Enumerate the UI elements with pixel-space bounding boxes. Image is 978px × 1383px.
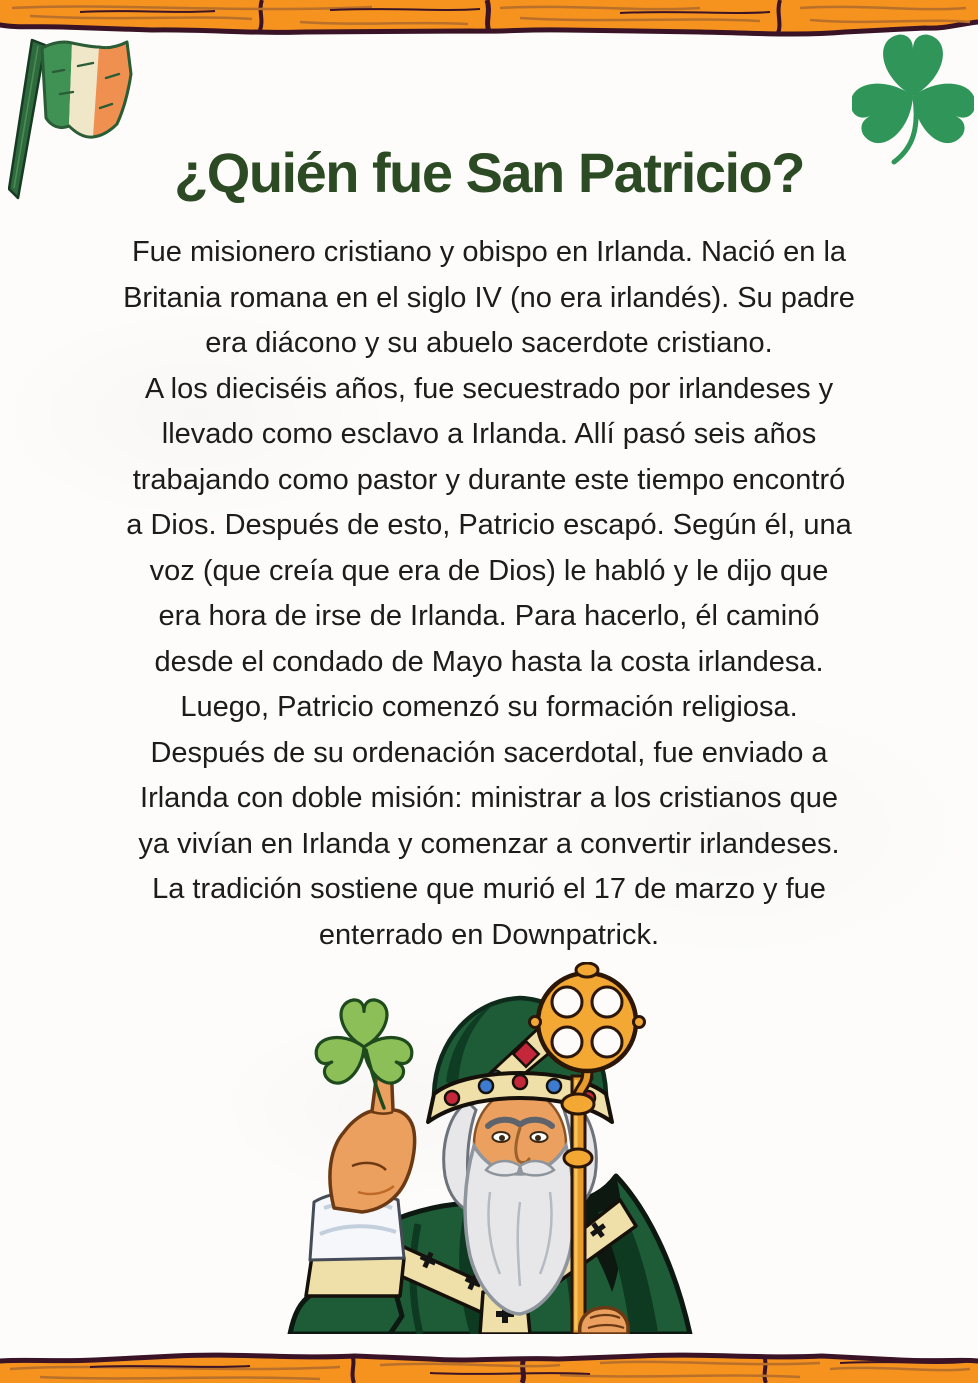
text-line: era diácono y su abuelo sacerdote cristiano. <box>205 327 773 359</box>
gripping-hand <box>580 1308 628 1334</box>
raised-arm <box>290 1000 416 1334</box>
text-line: enterrado en Downpatrick. <box>318 918 660 951</box>
text-line: ya vivían en Irlanda y comenzar a convertir irlandeses. <box>138 827 840 860</box>
text-line: a Dios. Después de esto, Patricio escapó. Según él, una <box>126 509 852 541</box>
wood-border-top <box>0 0 978 40</box>
page-title: ¿Quién fue San Patricio? <box>174 141 804 204</box>
text-line: Irlanda con doble misión: ministrar a los cristianos que <box>140 782 838 814</box>
text-line: era hora de irse de Irlanda. Para hacerlo, él caminó <box>158 600 820 632</box>
shamrock-in-hand <box>312 1000 417 1088</box>
article-text <box>49 230 929 958</box>
text-line: Después de su ordenación sacerdotal, fue enviado a <box>150 736 828 769</box>
text-line: Luego, Patricio comenzó su formación religiosa. <box>180 691 798 723</box>
text-line: Britania romana en el siglo IV (no era irlandés). Su padre <box>123 281 855 314</box>
saint-patrick-illustration <box>268 962 708 1334</box>
text-line: trabajando como pastor y durante este tiempo encontró <box>132 463 846 496</box>
text-line: desde el condado de Mayo hasta la costa irlandesa. <box>154 645 824 678</box>
text-line: La tradición sostiene que murió el 17 de marzo y fue <box>152 873 826 905</box>
text-line: llevado como esclavo a Irlanda. Allí pasó seis años <box>161 418 817 450</box>
text-line: A los dieciséis años, fue secuestrado por irlandeses y <box>144 372 834 405</box>
wood-border-bottom <box>0 1349 978 1383</box>
text-line: Fue misionero cristiano y obispo en Irlanda. Nació en la <box>131 236 847 268</box>
text-line: voz (que creía que era de Dios) le habló y le dijo que <box>149 554 829 587</box>
